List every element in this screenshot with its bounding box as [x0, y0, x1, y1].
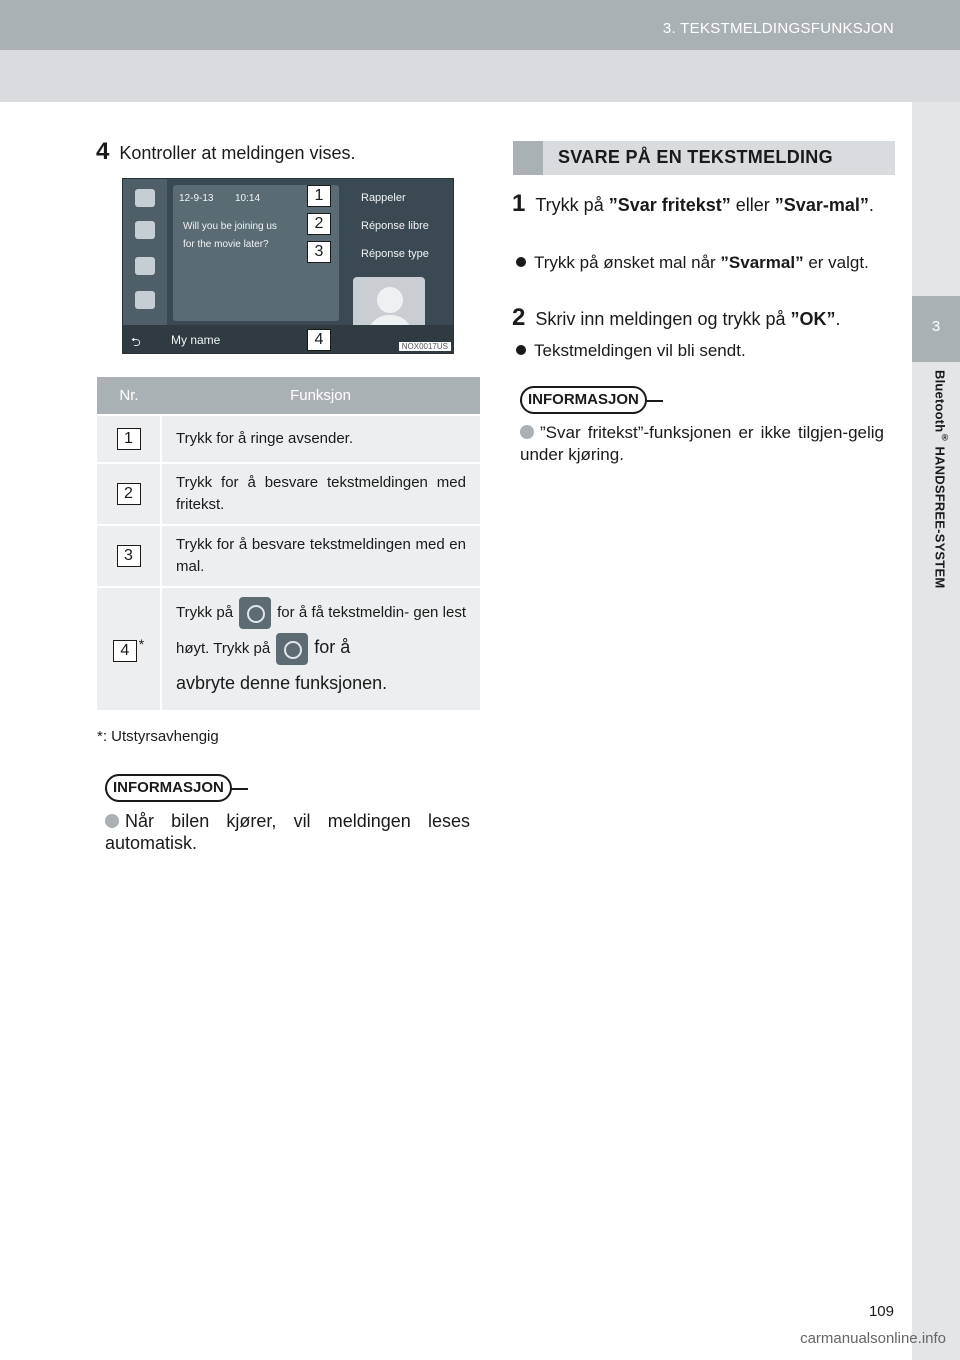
page-number: 109 — [868, 1303, 894, 1320]
bullet-text: er valgt. — [803, 253, 869, 272]
row-text — [161, 587, 480, 710]
template-reply-menu[interactable]: Réponse type — [361, 248, 429, 260]
back-icon[interactable]: ⮌ — [131, 335, 141, 349]
bullet-dot — [105, 814, 119, 828]
message-line-2: for the movie later? — [183, 239, 269, 250]
step-text: Trykk på — [535, 195, 609, 215]
table-row — [97, 463, 480, 525]
watermark: carmanualsonline.info — [800, 1330, 946, 1347]
row-number — [97, 525, 161, 587]
number-box: 3 — [117, 545, 141, 567]
callout-1: 1 — [307, 185, 331, 207]
header-function: Funksjon — [161, 377, 480, 415]
button-ref-template-mode: ”Svarmal” — [720, 253, 804, 272]
history-icon — [135, 257, 155, 275]
read-aloud-icon — [239, 597, 271, 629]
info-label: INFORMASJON — [520, 386, 647, 414]
info-bullet — [520, 422, 884, 466]
section-title: SVARE PÅ EN TEKSTMELDING — [558, 147, 833, 167]
table-row — [97, 415, 480, 463]
step-1-bullet — [516, 252, 896, 274]
step-number: 1 — [512, 190, 526, 217]
info-label: INFORMASJON — [105, 774, 232, 802]
step-text: Kontroller at meldingen vises. — [119, 143, 356, 163]
step-1 — [512, 190, 896, 219]
info-text: Når bilen kjører, vil meldingen leses automatisk. — [105, 811, 470, 853]
row-text-part: gen lest høyt. Trykk på — [176, 604, 467, 657]
row-text-part: avbryte denne funksjonen. — [176, 673, 388, 693]
bullet-text: Trykk på ønsket mal når — [534, 253, 721, 272]
bullet-dot — [516, 345, 526, 355]
section-header-bar — [513, 141, 543, 175]
button-ref-free-text: ”Svar fritekst” — [608, 195, 731, 215]
side-band — [912, 102, 960, 1360]
row-text-part: for å — [314, 637, 351, 657]
row-text: Trykk for å besvare tekstmeldingen med fritekst. — [161, 463, 480, 525]
bullet-dot — [516, 257, 526, 267]
button-ref-ok: ”OK” — [790, 309, 836, 329]
button-ref-template: ”Svar-mal” — [774, 195, 869, 215]
info-text: ”Svar fritekst”-funksjonen er ikke tilgjen-gelig under kjøring. — [520, 423, 884, 464]
header-nr: Nr. — [97, 377, 161, 415]
footnote-star: * — [138, 636, 145, 652]
step-text: . — [835, 309, 841, 329]
chapter-tab[interactable]: 3 — [912, 296, 960, 362]
callout-2: 2 — [307, 213, 331, 235]
sender-name: My name — [171, 333, 221, 347]
message-icon — [135, 291, 155, 309]
call-sender-menu[interactable]: Rappeler — [361, 192, 406, 204]
table-header-row — [97, 377, 480, 415]
bullet-text: Tekstmeldingen vil bli sendt. — [534, 341, 746, 360]
phone-icon — [135, 189, 155, 207]
read-aloud-icon — [276, 633, 308, 665]
message-line-1: Will you be joining us — [183, 221, 277, 232]
contacts-icon — [135, 221, 155, 239]
row-number — [97, 415, 161, 463]
callout-4: 4 — [307, 329, 331, 351]
message-time: 10:14 — [235, 193, 261, 204]
info-bullet — [105, 810, 470, 854]
function-table — [97, 377, 480, 710]
number-box: 2 — [117, 483, 141, 505]
row-text: Trykk for å ringe avsender. — [161, 415, 480, 463]
table-row — [97, 525, 480, 587]
row-number — [97, 587, 161, 710]
step-text: . — [868, 195, 874, 215]
free-reply-menu[interactable]: Réponse libre — [361, 220, 429, 232]
step-2-bullet — [516, 340, 896, 362]
step-2 — [512, 304, 896, 333]
number-box: 4 — [113, 640, 137, 662]
screen-illustration — [122, 178, 454, 354]
avatar-head — [377, 287, 403, 313]
step-number: 2 — [512, 304, 526, 331]
number-box: 1 — [117, 428, 141, 450]
callout-3: 3 — [307, 241, 331, 263]
bullet-dot — [520, 425, 534, 439]
row-number — [97, 463, 161, 525]
header-subband — [0, 50, 960, 102]
step-text: eller — [730, 195, 775, 215]
row-text-part: for å få tekstmeldin- — [277, 604, 410, 621]
image-id: NOX0017US — [399, 342, 451, 351]
step-4 — [96, 138, 355, 166]
footnote: *: Utstyrsavhengig — [97, 728, 219, 745]
row-text-part: Trykk på — [176, 604, 234, 621]
step-text: Skriv inn meldingen og trykk på — [535, 309, 791, 329]
chapter-vertical-title: Bluetooth® HANDSFREE-SYSTEM — [932, 370, 950, 589]
table-row — [97, 587, 480, 710]
message-date: 12-9-13 — [179, 193, 214, 204]
row-text: Trykk for å besvare tekstmeldingen med en mal. — [161, 525, 480, 587]
chapter-title: 3. TEKSTMELDINGSFUNKSJON — [662, 20, 894, 37]
step-number: 4 — [96, 138, 110, 165]
